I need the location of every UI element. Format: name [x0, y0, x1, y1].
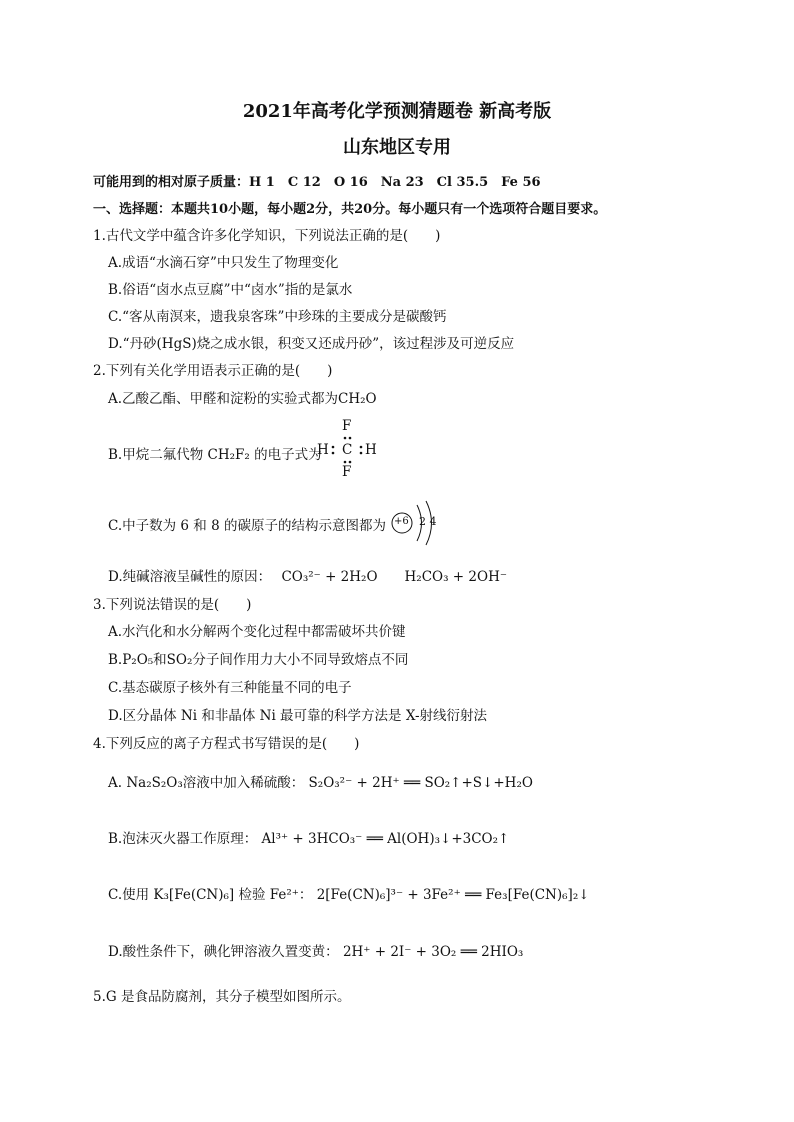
electron-dots-icon: [317, 418, 377, 480]
question-1-option-a: A.成语“水滴石穿”中只发生了物理变化: [108, 255, 339, 271]
question-3-option-c: C.基态碳原子核外有三种能量不同的电子: [108, 680, 352, 696]
question-4-option-b: [108, 827, 509, 847]
question-3-stem: 3.下列说法错误的是( ): [93, 597, 252, 613]
section-heading: 一、选择题：本题共10小题，每小题2分，共20分。每小题只有一个选项符合题目要求。: [93, 202, 607, 217]
atomic-masses: 可能用到的相对原子质量：H 1 C 12 O 16 Na 23 Cl 35.5 Fe 56: [93, 175, 541, 190]
question-4-option-a-text: A. Na₂S₂O₃溶液中加入稀硫酸：: [108, 775, 305, 791]
question-4-option-a: [108, 771, 533, 791]
question-2-option-a-formula: CH₂O: [338, 391, 377, 407]
question-4-stem: 4.下列反应的离子方程式书写错误的是( ): [93, 736, 360, 752]
question-2-option-a-text: A.乙酸乙酯、甲醛和淀粉的实验式都为: [108, 391, 339, 407]
question-2-stem: 2.下列有关化学用语表示正确的是( ): [93, 363, 333, 379]
question-4-option-b-equation: Al³⁺ + 3HCO₃⁻ ══ Al(OH)₃↓+3CO₂↑: [261, 831, 510, 847]
question-4-option-d-text: D.酸性条件下，碘化钾溶液久置变黄：: [108, 944, 339, 960]
question-2-option-d: [108, 565, 507, 585]
question-1-option-c: C.“客从南溟来，遗我泉客珠”中珍珠的主要成分是碳酸钙: [108, 309, 447, 325]
question-4-option-c-equation: 2[Fe(CN)₆]³⁻ + 3Fe²⁺ ══ Fe₃[Fe(CN)₆]₂↓: [316, 887, 590, 903]
question-1-option-b: B.俗语“卤水点豆腐”中“卤水”指的是氯水: [108, 282, 353, 298]
question-3-option-d: D.区分晶体 Ni 和非晶体 Ni 最可靠的科学方法是 X-射线衍射法: [108, 708, 488, 724]
page-title: 2021年高考化学预测猜题卷 新高考版: [242, 101, 552, 122]
carbon-atom-diagram: [388, 497, 440, 549]
question-4-option-c-text: C.使用 K₃[Fe(CN)₆] 检验 Fe²⁺：: [108, 887, 313, 903]
dot-structure-f-bottom: F: [342, 464, 352, 480]
question-2-option-d-text: D.纯碱溶液呈碱性的原因：: [108, 569, 272, 585]
question-4-option-c: [108, 883, 590, 903]
question-2-option-c: C.中子数为 6 和 8 的碳原子的结构示意图都为: [108, 518, 386, 534]
dot-structure-c: C: [342, 442, 353, 458]
question-2-option-d-equation: CO₃²⁻ + 2H₂O H₂CO₃ + 2OH⁻: [281, 569, 507, 585]
electron-dot-structure: [317, 418, 377, 480]
question-5-stem: 5.G 是食品防腐剂，其分子模型如图所示。: [93, 989, 351, 1005]
dot-structure-h-right: H: [365, 442, 377, 458]
question-3-option-a: A.水汽化和水分解两个变化过程中都需破坏共价键: [108, 624, 406, 640]
question-4-option-a-equation: S₂O₃²⁻ + 2H⁺ ══ SO₂↑+S↓+H₂O: [308, 775, 533, 791]
dot-structure-f-top: F: [342, 418, 352, 434]
question-1-option-d: D.“丹砂(HgS)烧之成水银，积变又还成丹砂”，该过程涉及可逆反应: [108, 336, 515, 352]
question-3-option-b: B.P₂O₅和SO₂分子间作用力大小不同导致熔点不同: [108, 652, 409, 668]
question-1-stem: 1.古代文学中蕴含许多化学知识，下列说法正确的是( ): [93, 228, 441, 244]
question-4-option-b-text: B.泡沫灭火器工作原理：: [108, 831, 258, 847]
question-4-option-d-equation: 2H⁺ + 2I⁻ + 3O₂ ══ 2HIO₃: [342, 944, 524, 960]
question-4-option-d: [108, 940, 523, 960]
nucleus-charge: +6: [394, 516, 409, 527]
dot-structure-h-left: H: [317, 442, 329, 458]
question-2-option-a: [108, 387, 377, 407]
question-2-option-b: B.甲烷二氟代物 CH₂F₂ 的电子式为: [108, 447, 322, 463]
page-subtitle: 山东地区专用: [343, 137, 451, 158]
shell-electrons: 2 4: [419, 515, 437, 528]
